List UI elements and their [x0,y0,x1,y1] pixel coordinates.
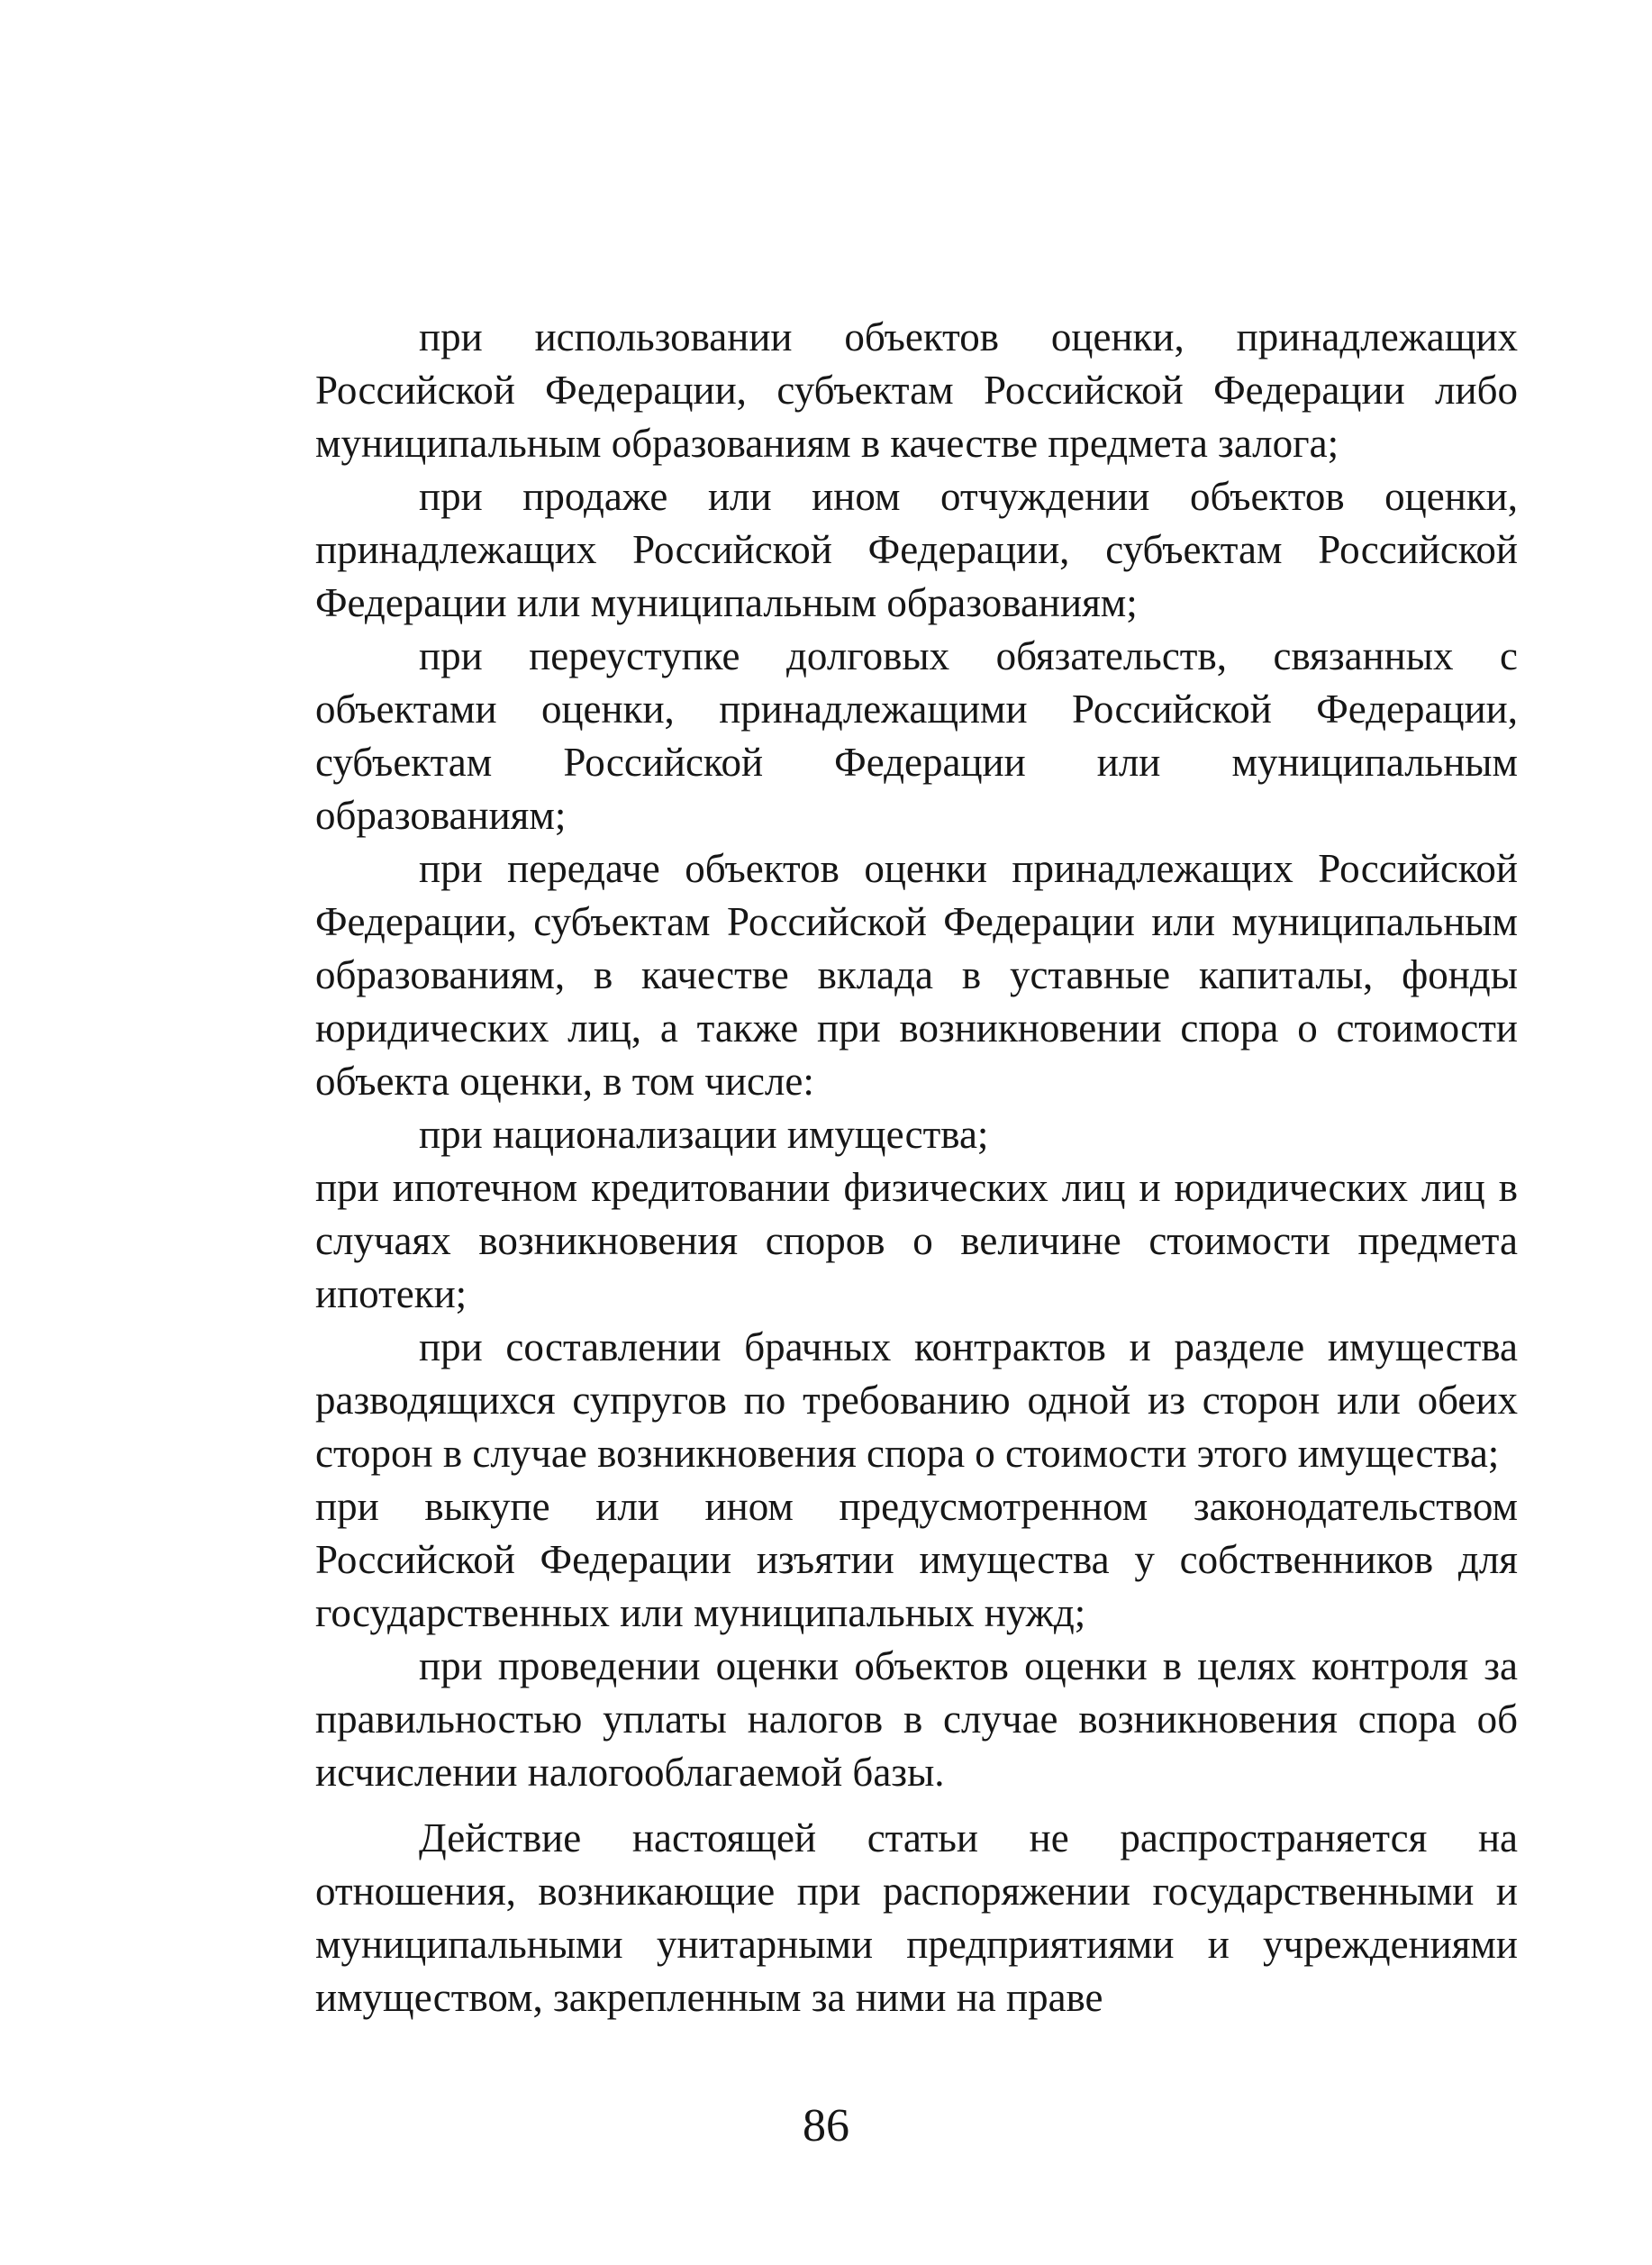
body-text [315,311,1518,2024]
paragraph-nationalization: при национализации имущества; [419,1112,989,1157]
paragraph-tax-control: при проведении оценки объектов оценки в целях контроля за правильностью уплаты налогов в случае возникновения спора об исчислении налогооблагаемой базы. [315,1643,1518,1795]
paragraph-marriage-contracts: при составлении брачных контрактов и разделе имущества разводящихся супругов по требованию одной из сторон или обеих сторон в случае возникновения спора о стоимости этого имущества; [315,1324,1518,1476]
paragraph-seizure: при выкупе или ином предусмотренном законодательством Российской Федерации изъятии имущества у собственников для государственных или муниципальных нужд; [315,1484,1518,1635]
page-number: 86 [803,2100,849,2151]
paragraph-sale: при продаже или ином отчуждении объектов оценки, принадлежащих Российской Федерации, субъектам Российской Федерации или муниципальным образованиям; [315,474,1518,625]
paragraph-scope-exclusion: Действие настоящей статьи не распространяется на отношения, возникающие при распоряжении государственными и муниципальными унитарными предприятиями и учреждениями имуществом, закрепленным за ними на праве [315,1815,1518,2020]
paragraph-debt-assignment: при переуступке долговых обязательств, связанных с объектами оценки, принадлежащими Российской Федерации, субъектам Российской Федерации или муниципальным образованиям; [315,633,1518,838]
paragraph-mortgage: при ипотечном кредитовании физических лиц и юридических лиц в случаях возникновения споров о величине стоимости предмета ипотеки; [315,1165,1518,1316]
paragraph-capital-contribution: при передаче объектов оценки принадлежащих Российской Федерации, субъектам Российской Федерации или муниципальным образованиям, в качестве вклада в уставные капиталы, фонды юридических лиц, а также при возникновении спора о стоимости объекта оценки, в том числе: [315,846,1518,1104]
paragraph-pledge: при использовании объектов оценки, принадлежащих Российской Федерации, субъектам Российской Федерации либо муниципальным образованиям в качестве предмета залога; [315,314,1518,466]
